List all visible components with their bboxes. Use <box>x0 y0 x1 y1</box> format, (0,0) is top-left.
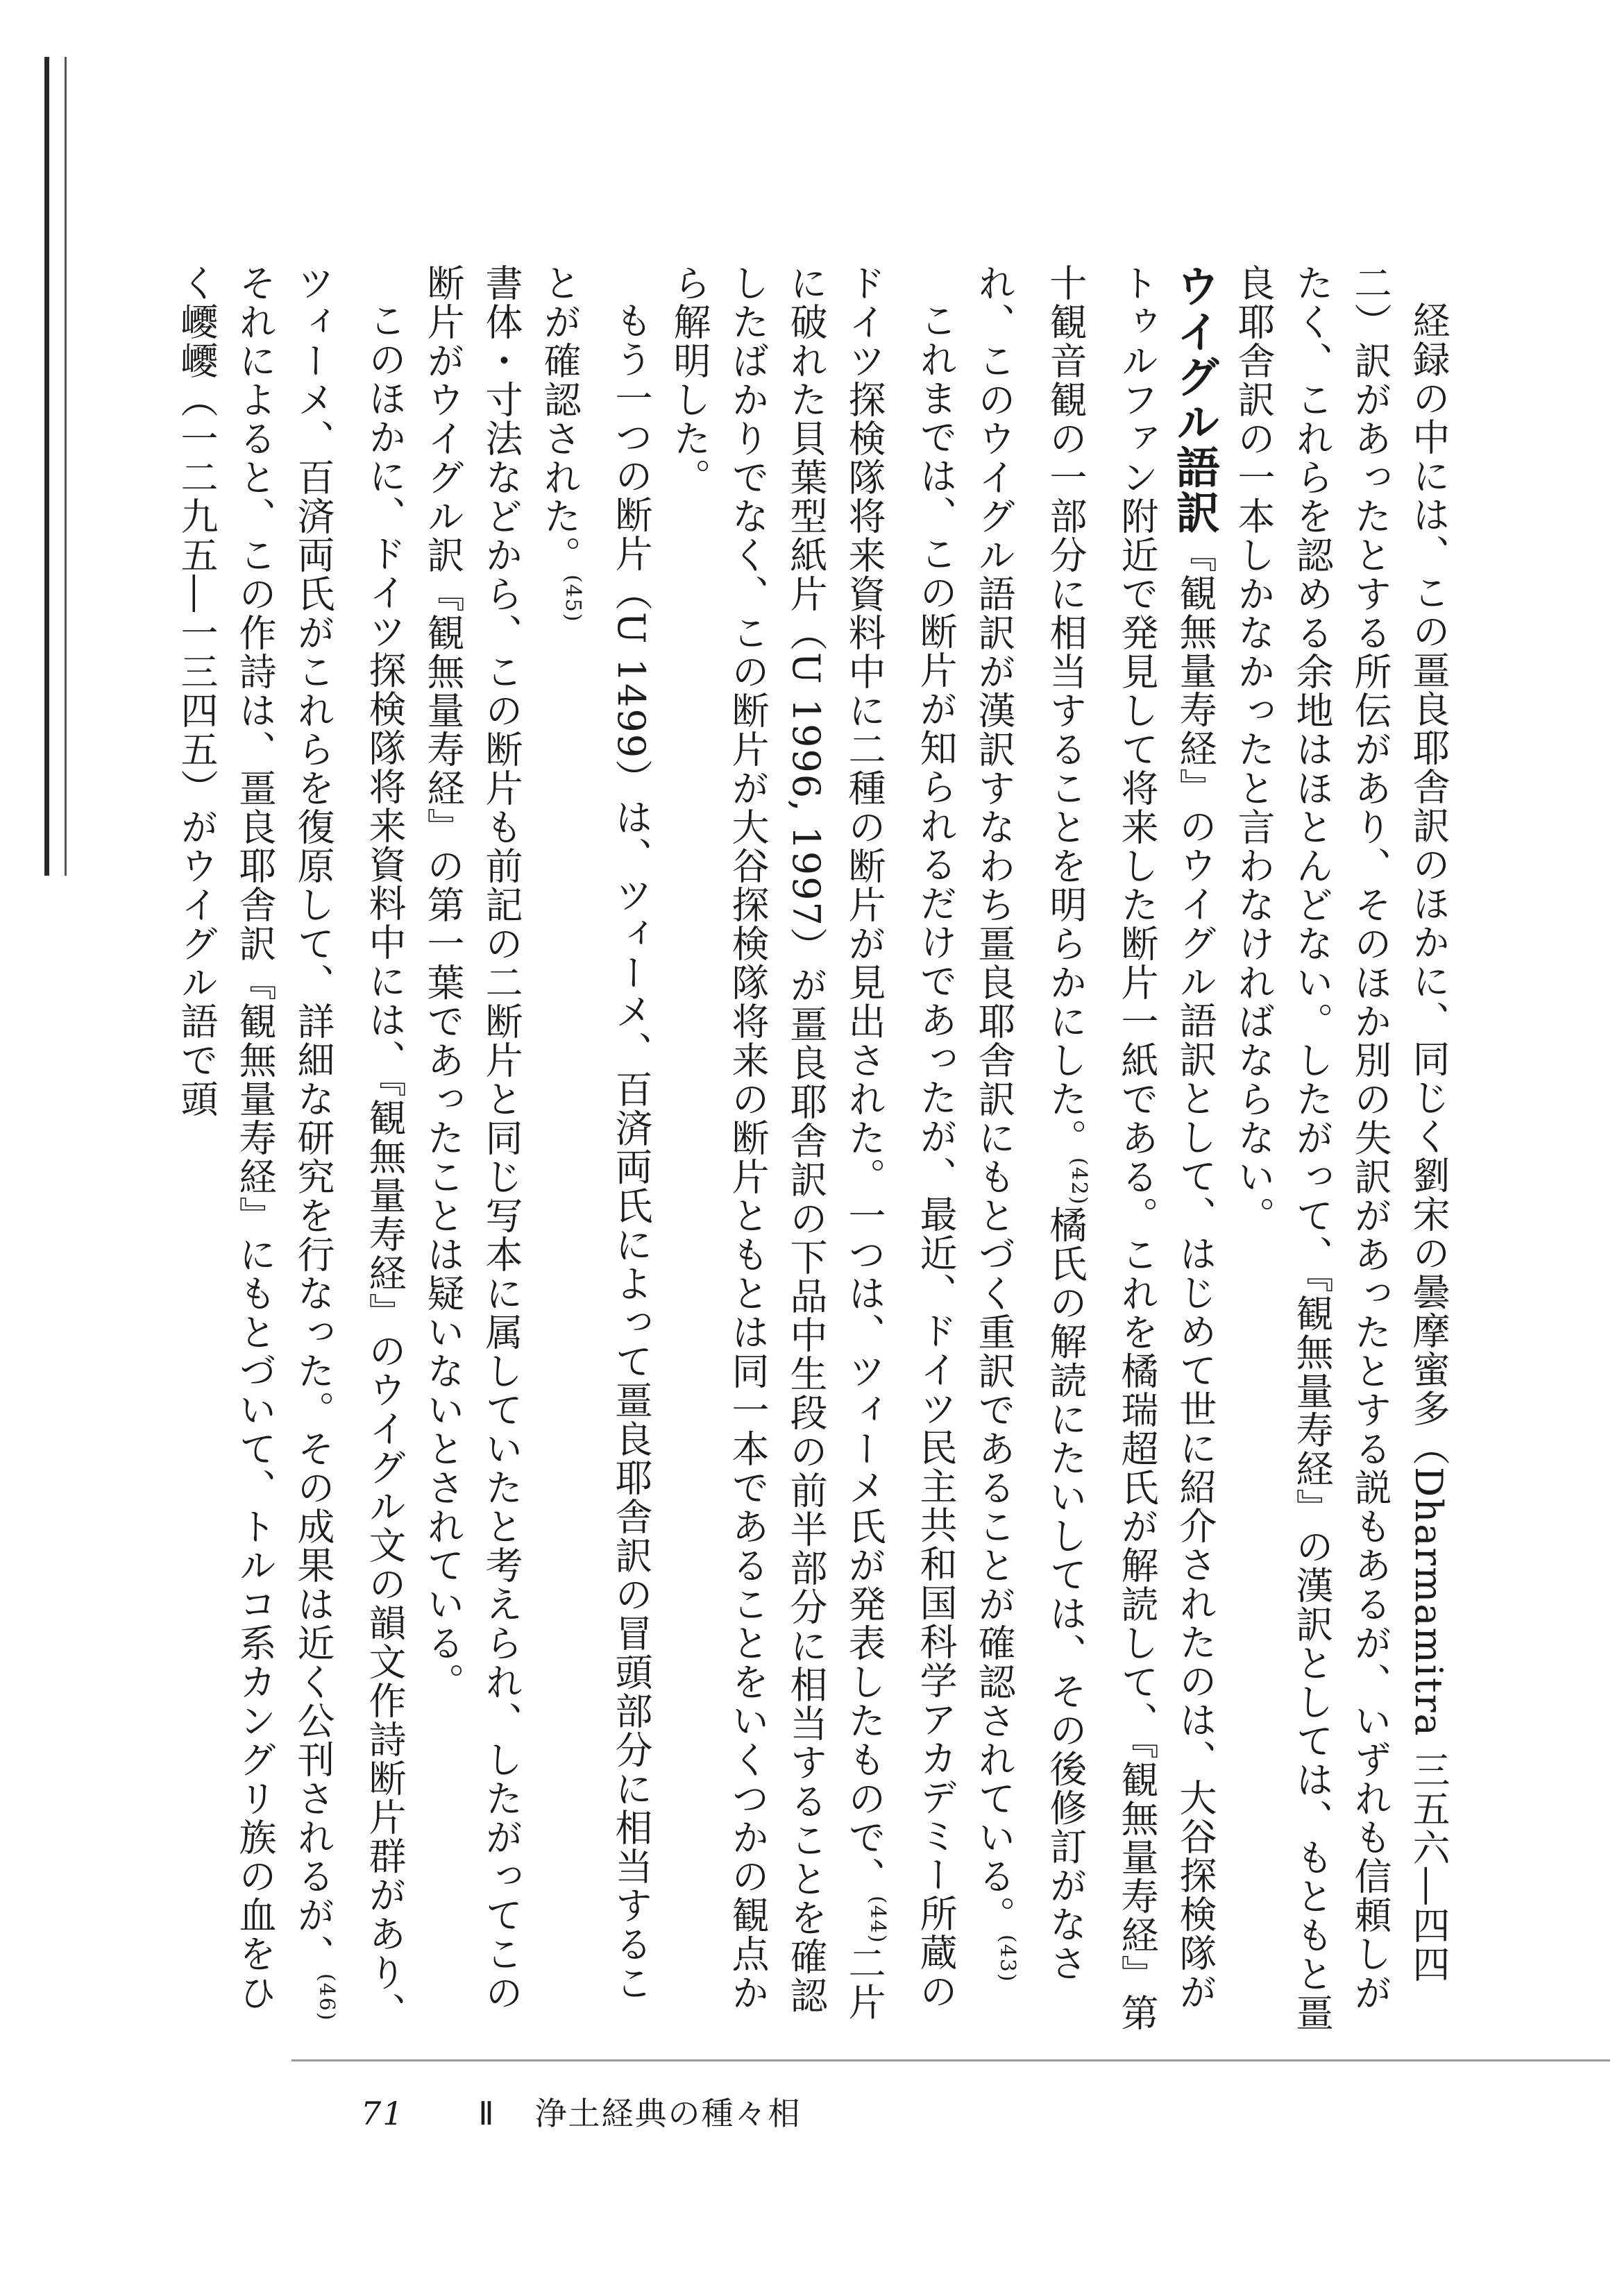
margin-rule <box>44 57 67 876</box>
paragraph-3 <box>660 264 965 2033</box>
paragraph-3-text: これまでは、この断片が知られるだけであったが、最近、ドイツ民主共和国科学アカデミー所蔵のドイツ探検隊将来資料中に二種の断片が見出された。一つは、ツィーメ氏が発表したもので、 <box>843 264 958 2011</box>
body-text <box>175 264 1457 2033</box>
paragraph-1: 経録の中には、この畺良耶舎訳のほかに、同じく劉宋の曇摩蜜多（Dharmamitra 三五六―四四二）訳があったとする所伝があり、そのほか別の失訳があったとする説もあるが、いずれも信頼しがたく、これらを認める余地はほとんどない。したがって、『観無量寿経』の漢訳としては、もともと畺良耶舎訳の一本しかなかったと言わなければならない。 <box>1232 264 1450 2032</box>
section-heading: ウイグル語訳 <box>1169 264 1221 536</box>
footer-rule <box>291 2059 1610 2061</box>
note-ref-46: (46) <box>314 1973 339 2022</box>
paragraph-3b-text: 二片に破れた貝葉型紙片（U 1996, 1997）が畺良耶舎訳の下品中生段の前半部分に相当することを確認したばかりでなく、この断片が大谷探検隊将来の断片ともとは同一本であることをいくつかの観点から解明した。 <box>668 264 886 2022</box>
note-ref-44: (44) <box>865 1896 890 1944</box>
note-ref-43: (43) <box>995 1934 1020 1983</box>
paragraph-5-text: このほかに、ドイツ探検隊将来資料中には、『観無量寿経』のウイグル文の韻文作詩断片群があり、ツィーメ、百済両氏がこれらを復原して、詳細な研究を行なった。その成果は近く公刊されるが、 <box>291 264 407 2031</box>
paragraph-2b-text: 橘氏の解読にたいしては、その後修訂がなされ、このウイグル語訳が漢訳すなわち畺良耶舎訳にもとづく重訳であることが確認されている。 <box>972 264 1088 1983</box>
page-number: 71 <box>361 2095 405 2132</box>
paragraph-5 <box>167 264 414 2033</box>
note-ref-42: (42) <box>1067 1157 1091 1206</box>
part-number: Ⅱ <box>478 2095 496 2132</box>
paragraph-4-continued: 書体・寸法などから、この断片も前記の二断片と同じ写本に属していたと考えられ、したがってこの断片がウイグル訳『観無量寿経』の第一葉であったことは疑いないとされている。 <box>421 264 523 2012</box>
note-ref-45: (45) <box>561 575 585 623</box>
paragraph-2-text: 『観無量寿経』のウイグル語訳として、はじめて世に紹介されたのは、大谷探検隊がトゥルファン附近で発見して将来した断片一紙である。これを橘瑞超氏が解読して、『観無量寿経』第十観音観の一部分に相当することを明らかにした。 <box>1044 264 1217 2032</box>
paragraph-5b-text: それによると、この作詩は、畺良耶舎訳『観無量寿経』にもとづいて、トルコ系カングリ族の血をひく巎巎（一二九五―一三四五）がウイグル語で頭 <box>175 264 277 2012</box>
paragraph-4-text: もう一つの断片（U 1499）は、ツィーメ、百済両氏によって畺良耶舎訳の冒頭部分に相当することが確認された。 <box>538 264 653 2003</box>
paragraph-4 <box>530 264 660 2033</box>
page-footer <box>361 2089 801 2134</box>
section-title: 浄土経典の種々相 <box>534 2095 802 2132</box>
